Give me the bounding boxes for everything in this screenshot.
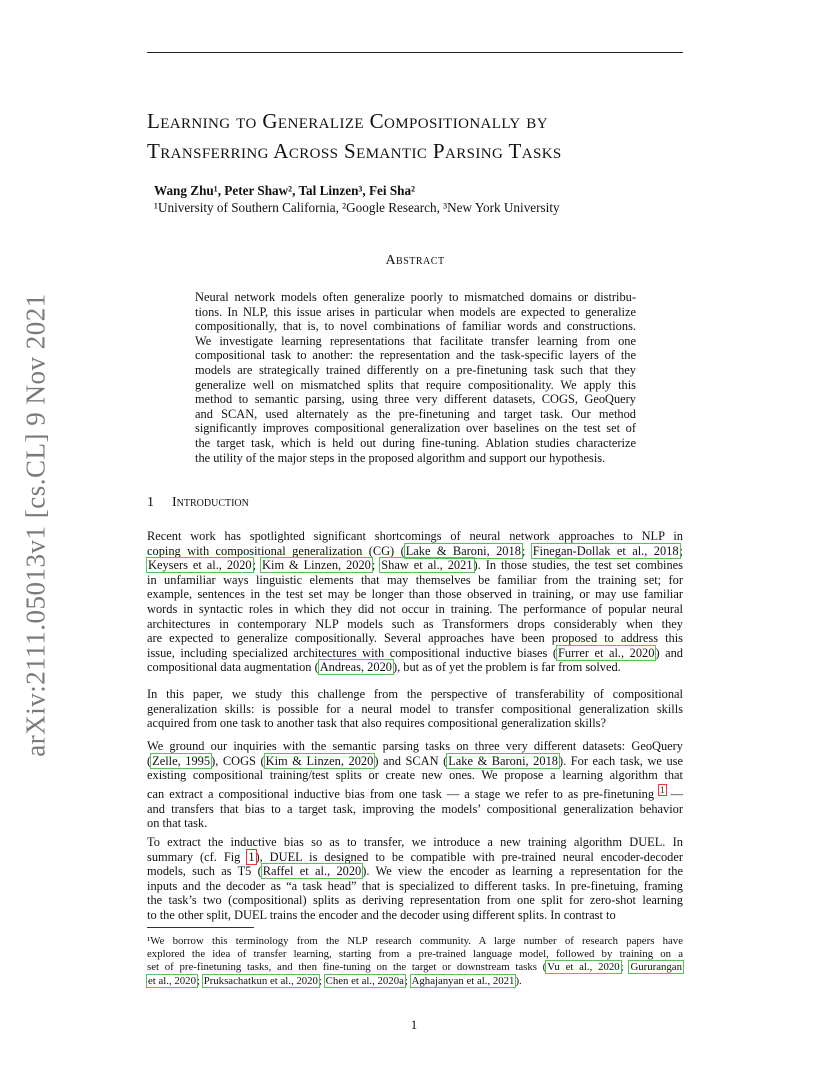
text-line (147, 573, 683, 588)
text-run: ). For each task, we use (558, 753, 683, 768)
citation-link[interactable]: Finegan-Dollak et al., 2018 (532, 543, 679, 558)
text-run: ; (196, 974, 203, 987)
citation-link[interactable]: Andreas, 2020 (319, 660, 392, 675)
abstract-line: significantly improves compositional generalization over baselines on the test set of (195, 421, 636, 436)
text-line (147, 739, 683, 754)
text-line (147, 687, 683, 702)
text-run: We ground our inquiries with the semantic parsing tasks on three very different datasets: GeoQuery (147, 739, 683, 753)
text-line (147, 660, 683, 675)
abstract-body (195, 290, 636, 465)
citation-link[interactable]: Gururangan (630, 961, 683, 974)
text-line (147, 754, 683, 769)
text-run: words in syntactic roles in which they did not occur in training. The performance of popular neural (147, 601, 683, 616)
paragraph-1 (147, 529, 683, 675)
section-number: 1 (147, 495, 154, 510)
text-run: compositional data augmentation ( (147, 660, 319, 675)
text-line (147, 948, 683, 961)
text-run: issue, including specialized architectures with compositional inductive biases ( (147, 645, 558, 660)
text-run: can extract a compositional inductive bias from one task — a stage we refer to as pre-finetuning (147, 786, 660, 801)
text-run: the task’s two (compositional) splits as deriving representation from one split for zero-shot learning (147, 893, 683, 908)
text-run: In this paper, we study this challenge from the perspective of transferability of compositional (147, 687, 683, 701)
citation-link[interactable]: Zelle, 1995 (152, 753, 211, 768)
citation-link[interactable]: Shaw et al., 2021 (381, 558, 473, 573)
text-line (147, 961, 683, 974)
text-line (147, 879, 683, 894)
text-run: example, sentences in the test set may be longer than those observed in training, or may use familiar (147, 587, 683, 602)
text-run: ( (147, 753, 152, 768)
text-run: acquired from one task to another task that also requires compositional generalization skills? (147, 716, 607, 731)
abstract-line: method to semantic parsing, using three very different datasets, COGS, GeoQuery (195, 392, 636, 407)
abstract-heading: Abstract (385, 253, 445, 268)
text-line (147, 835, 683, 850)
text-run: are expected to generalize compositionally. Several approaches have been proposed to address this (147, 631, 683, 646)
text-line (147, 783, 683, 802)
text-line (147, 587, 683, 602)
text-run: ), DUEL is designed to be compatible with pre-trained neural encoder-decoder (255, 849, 683, 864)
citation-link[interactable]: Keysers et al., 2020 (148, 558, 252, 573)
text-run: ; (679, 543, 683, 558)
abstract-line: models are strategically trained differently on a pre-finetuning task such that they (195, 362, 636, 377)
title-rule (147, 52, 683, 53)
citation-link[interactable]: Lake & Baroni, 2018 (405, 543, 521, 558)
paragraph-4 (147, 835, 683, 923)
text-run: ; (521, 543, 532, 558)
text-run: ) and (655, 645, 683, 660)
paper-title (147, 106, 707, 166)
footnote-rule (147, 927, 254, 928)
text-line (147, 768, 683, 783)
citation-link[interactable]: Lake & Baroni, 2018 (448, 753, 558, 768)
text-run: ), COGS ( (211, 753, 265, 768)
text-run: ¹We borrow this terminology from the NLP research community. A large number of research papers have (147, 935, 683, 947)
text-run: To extract the inductive bias so as to transfer, we introduce a new training algorithm DUEL. In (147, 835, 683, 849)
text-run: coping with compositional generalization (CG) ( (147, 543, 405, 558)
text-run: ; (318, 974, 325, 987)
text-run: models, such as T5 ( (147, 864, 262, 879)
text-line (147, 802, 683, 817)
text-line (147, 558, 683, 573)
text-line (147, 631, 683, 646)
text-run: and transfers that bias to a target task, improving the models’ compositional generalization behavior (147, 801, 683, 816)
text-line (147, 544, 683, 559)
title-line-1: Learning to Generalize Compositionally by (147, 109, 548, 133)
abstract-line: and SCAN, used alternately as the pre-finetuning and target task. Our method (195, 406, 636, 421)
text-run: to the other split, DUEL trains the encoder and the decoder using different splits. In contrast to (147, 907, 616, 922)
citation-link[interactable]: Furrer et al., 2020 (558, 645, 655, 660)
text-line (147, 975, 683, 988)
text-run: existing compositional training/test splits or create new ones. We propose a learning algorithm that (147, 768, 683, 783)
text-line (147, 935, 683, 948)
text-line (147, 893, 683, 908)
text-run: inputs and the decoder as “a task head” that is specialized to different tasks. In pre-finetuing, framing (147, 878, 683, 893)
citation-link[interactable]: Raffel et al., 2020 (262, 864, 362, 879)
abstract-line: the target task, which is held out during fine-tuning. Ablation studies characterize (195, 435, 636, 450)
text-line (147, 617, 683, 632)
citation-link[interactable]: Chen et al., 2020a (325, 974, 404, 987)
text-line (147, 602, 683, 617)
text-run: generalization skills: is possible for a neural model to transfer compositional generalization skills (147, 701, 683, 716)
text-run: — (665, 786, 683, 801)
abstract-line: Neural network models often generalize poorly to mismatched domains or distribu- (195, 290, 636, 304)
section-title: Introduction (172, 495, 249, 510)
text-run: ) and SCAN ( (374, 753, 448, 768)
footnote (147, 935, 683, 988)
paragraph-3 (147, 739, 683, 831)
abstract-line: generalize well on mismatched splits that require compositionality. We apply this (195, 377, 636, 392)
text-run: summary (cf. Fig (147, 849, 248, 864)
abstract-line: the utility of the major steps in the proposed algorithm and support our hypothesis. (195, 450, 606, 465)
paragraph-2 (147, 687, 683, 731)
text-run: explored the idea of transfer learning, starting from a pre-trained language model, followed by training on a (147, 948, 683, 961)
text-line (147, 529, 683, 544)
text-line (147, 850, 683, 865)
text-run: ). We view the encoder as learning a representation for the (362, 864, 684, 879)
text-run: ; (620, 961, 630, 974)
abstract-line: tions. In NLP, this issue arises in particular when models are expected to generalize (195, 304, 636, 319)
text-line (147, 702, 683, 717)
text-line (147, 864, 683, 879)
citation-link[interactable]: Aghajanyan et al., 2021 (411, 974, 515, 987)
citation-link[interactable]: Vu et al., 2020 (547, 961, 620, 974)
text-line (147, 646, 683, 661)
abstract-line: We investigate learning representations that facilitate transfer learning from one (195, 333, 636, 348)
citation-link[interactable]: Kim & Linzen, 2020 (262, 558, 371, 573)
section-heading (147, 495, 249, 511)
text-run: ; (371, 558, 381, 573)
figure-link[interactable]: 1 (248, 849, 255, 864)
author-names: Wang Zhu¹, Peter Shaw², Tal Linzen³, Fei Sha² (154, 183, 416, 198)
text-line (147, 816, 683, 831)
text-line (147, 908, 683, 923)
title-line-2: Transferring Across Semantic Parsing Tasks (147, 139, 562, 163)
author-affiliations: ¹University of Southern California, ²Google Research, ³New York University (154, 200, 560, 215)
text-run: Recent work has spotlighted significant shortcomings of neural network approaches to NLP in (147, 529, 683, 543)
page-number: 1 (410, 1017, 418, 1032)
text-run: ), but as of yet the problem is far from solved. (392, 660, 621, 675)
arxiv-sidebar-identifier (20, 290, 52, 760)
author-block (154, 182, 714, 216)
text-line (147, 716, 683, 731)
text-run: ; (404, 974, 411, 987)
citation-link[interactable]: Pruksachatkun et al., 2020 (203, 974, 318, 987)
text-run: ). (515, 974, 522, 987)
text-run: in unfamiliar ways linguistic elements that may themselves be familiar from the training set; for (147, 572, 683, 587)
citation-link[interactable]: Kim & Linzen, 2020 (265, 753, 374, 768)
citation-link[interactable]: et al., 2020 (148, 974, 196, 987)
abstract-line: compositional task to another: the representation and the task-specific layers of the (195, 348, 636, 363)
footnote-link[interactable]: 1 (660, 784, 665, 795)
text-run: on that task. (147, 816, 208, 831)
text-run: set of pre-finetuning tasks, and then fine-tuning on the target or downstream tasks ( (147, 961, 547, 974)
text-run: ; (252, 558, 262, 573)
text-run: architectures in contemporary NLP models such as Transformers drops considerably when they (147, 616, 683, 631)
text-run: ). In those studies, the test set combines (473, 558, 684, 573)
arxiv-id-text: arXiv:2111.05013v1 [cs.CL] 9 Nov 2021 (20, 293, 51, 757)
abstract-line: compositionally, that is, to novel combinations of familiar words and constructions. (195, 319, 636, 334)
